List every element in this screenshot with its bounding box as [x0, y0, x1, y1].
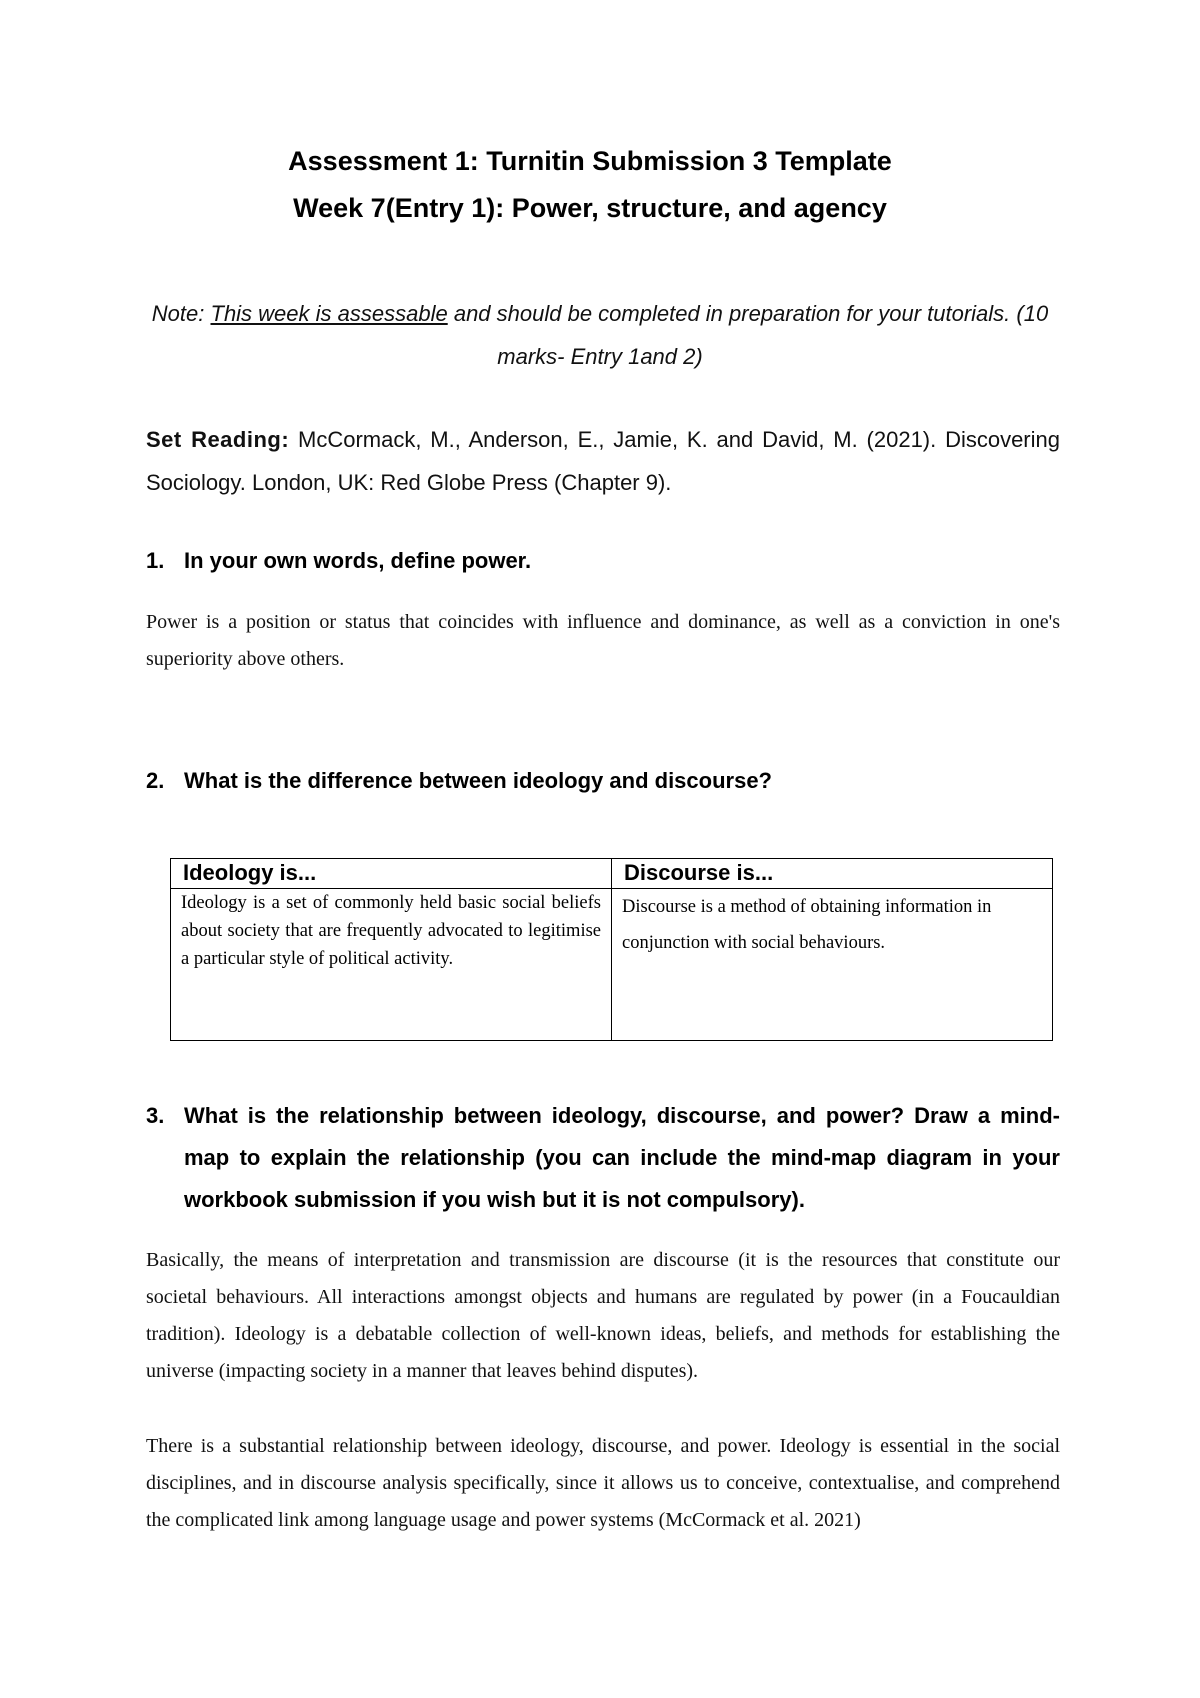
- note-prefix: Note:: [151, 301, 211, 326]
- note-underlined-text: This week is assessable: [210, 301, 448, 326]
- assessment-note: [150, 292, 1050, 378]
- question-text: What is the difference between ideology and discourse?: [184, 768, 772, 793]
- table-header-row: [171, 859, 1053, 889]
- question-2: [146, 760, 1060, 802]
- question-text: In your own words, define power.: [184, 548, 532, 573]
- question-number: 1.: [146, 548, 165, 573]
- table-cell-ideology: Ideology is a set of commonly held basic social beliefs about society that are frequently advocated to legitimise a particular style of political activity.: [171, 889, 612, 1041]
- table-header-discourse: Discourse is...: [612, 859, 1053, 889]
- document-subtitle: Week 7(Entry 1): Power, structure, and agency: [293, 193, 887, 223]
- table-header-ideology: Ideology is...: [171, 859, 612, 889]
- set-reading-citation: McCormack, M., Anderson, E., Jamie, K. and David, M. (2021). Discovering Sociology. London, UK: Red Globe Press (Chapter 9).: [146, 427, 1060, 495]
- question-1: [146, 540, 1060, 582]
- table-cell-discourse: Discourse is a method of obtaining information in conjunction with social behaviours.: [612, 889, 1053, 1041]
- note-suffix: and should be completed in preparation for your tutorials. (10 marks- Entry 1and 2): [447, 301, 1049, 369]
- question-number: 2.: [146, 768, 165, 793]
- document-title: Assessment 1: Turnitin Submission 3 Template: [288, 146, 892, 176]
- question-text: What is the relationship between ideology, discourse, and power? Draw a mind-map to explain the relationship (you can include the mind-map diagram in your workbook submission if you wish but it is not compulsory).: [184, 1103, 1060, 1212]
- question-number: 3.: [146, 1103, 165, 1128]
- table-row: [171, 889, 1053, 1041]
- comparison-table: [170, 858, 1053, 1041]
- set-reading-label: Set Reading:: [146, 427, 290, 452]
- set-reading: [146, 418, 1060, 504]
- answer-3-paragraph-1: Basically, the means of interpretation and transmission are discourse (it is the resources that constitute our societal behaviours. All interactions amongst objects and humans are regulated by power (in a Foucauldian tradition). Ideology is a debatable collection of well-known ideas, beliefs, and methods for establishing the universe (impacting society in a manner that leaves behind disputes).: [146, 1249, 1060, 1382]
- question-3: [146, 1095, 1060, 1221]
- answer-3-paragraph-2: There is a substantial relationship between ideology, discourse, and power. Ideology is essential in the social disciplines, and in discourse analysis specifically, since it allows us to conceive, contextualise, and comprehend the complicated link among language usage and power systems (McCormack et al. 2021): [146, 1435, 1060, 1531]
- answer-1: Power is a position or status that coincides with influence and dominance, as well as a conviction in one's superiority above others.: [146, 611, 1060, 670]
